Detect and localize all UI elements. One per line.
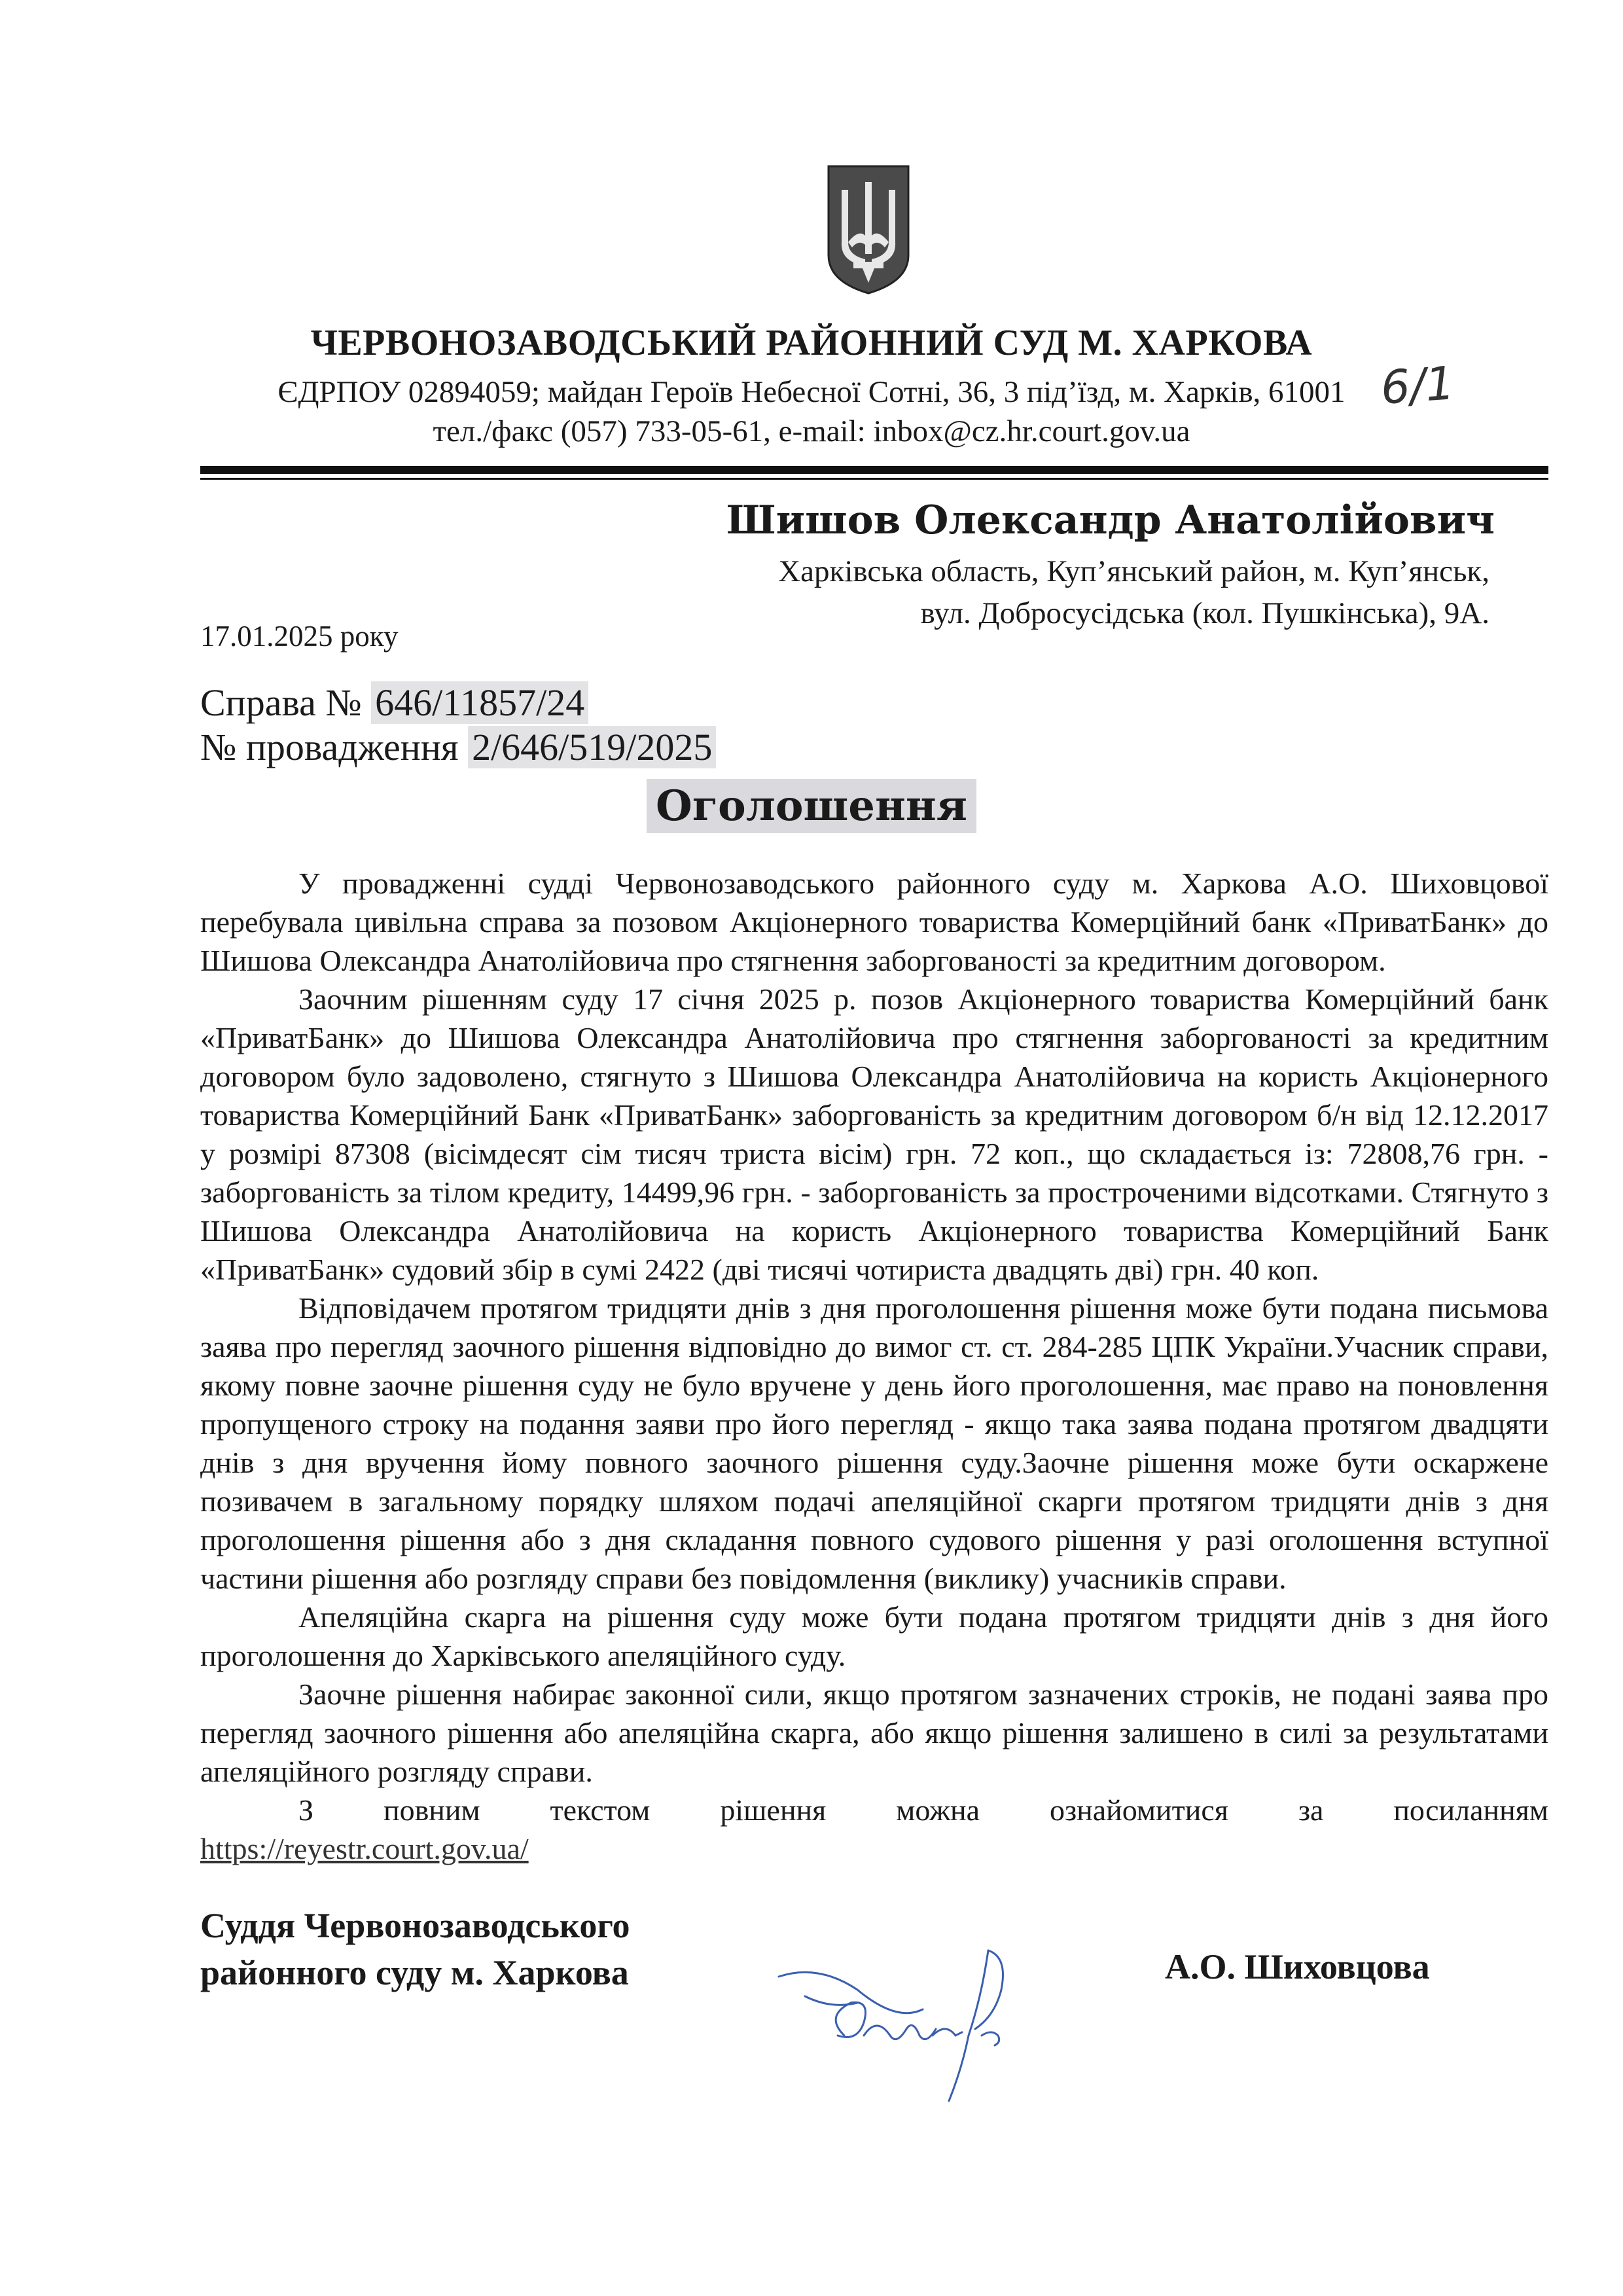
court-address: ЄДРПОУ 02894059; майдан Героїв Небесної Сотні, 36, 3 під’їзд, м. Харків, 61001 xyxy=(277,375,1346,409)
paragraph-link-line xyxy=(200,1829,1548,1868)
header-rule-thick xyxy=(200,466,1548,474)
trident-coat-of-arms-icon xyxy=(826,164,911,295)
judge-name: А.О. Шиховцова xyxy=(1165,1947,1430,1986)
judge-title-line-1: Суддя Червонозаводського xyxy=(200,1906,630,1945)
handwritten-registry-mark: 6/1 xyxy=(1379,356,1457,415)
judge-title-line-2: районного суду м. Харкова xyxy=(200,1953,629,1992)
document-date: 17.01.2025 року xyxy=(200,620,399,653)
paragraph-full-text: З повним текстом рішення можна ознайомитися за посиланням xyxy=(298,1793,1548,1827)
court-name: ЧЕРВОНОЗАВОДСЬКИЙ РАЙОННИЙ СУД М. ХАРКОВА xyxy=(310,323,1313,363)
recipient-name: Шишов Олександр Анатолійович xyxy=(726,497,1495,543)
recipient-address-line-2: вул. Добросусідська (кол. Пушкінська), 9А. xyxy=(920,596,1489,630)
document-title-text: Оголошення xyxy=(647,779,976,833)
court-contacts: тел./факс (057) 733-05-61, e-mail: inbox@cz.hr.court.gov.ua xyxy=(433,414,1190,448)
proceeding-number-value: 2/646/519/2025 xyxy=(468,726,716,768)
announcement-body xyxy=(200,864,1548,1868)
registry-link[interactable]: https://reyestr.court.gov.ua/ xyxy=(200,1832,529,1865)
paragraph-case-info: У провадженні судді Червонозаводського районного суду м. Харкова А.О. Шиховцової перебувала цивільна справа за позовом Акціонерного товариства Комерційний банк «ПриватБанк» до Шишова Олександра Анатолійовича про стягнення заборгованості за кредитним договором. xyxy=(200,867,1548,977)
paragraph-judgment: Заочним рішенням суду 17 січня 2025 р. позов Акціонерного товариства Комерційний банк «ПриватБанк» до Шишова Олександра Анатолійовича про стягнення заборгованості за кредитним договором було задоволено, стягнуто з Шишова Олександра Анатолійовича на користь Акціонерного товариства Комерційний Банк «ПриватБанк» заборгованість за кредитним договором б/н від 12.12.2017 у розмірі 87308 (вісімдесят сім тисяч триста вісім) грн. 72 коп., що складається із: 72808,76 грн. - заборгованість за тілом кредиту, 14499,96 грн. - заборгованість за простроченими відсотками. Стягнуто з Шишова Олександра Анатолійовича на користь Акціонерного товариства Комерційний Банк «ПриватБанк» судовий збір в сумі 2422 (дві тисячі чотириста двадцять дві) грн. 40 коп. xyxy=(200,982,1548,1286)
case-number-value: 646/11857/24 xyxy=(371,681,588,724)
proceeding-number-label: № провадження xyxy=(200,726,459,768)
paragraph-review-rights: Відповідачем протягом тридцяти днів з дня проголошення рішення може бути подана письмова заява про перегляд заочного рішення відповідно до вимог ст. ст. 284-285 ЦПК України.Учасник справи, якому повне заочне рішення суду не було вручене у день його проголошення, має право на поновлення пропущеного строку на подання заяви про його перегляд - якщо така заява подана протягом двадцяти днів з дня вручення йому повного заочного рішення суду.Заочне рішення може бути оскаржене позивачем в загальному порядку шляхом подачі апеляційної скарги протягом тридцяти днів з дня проголошення рішення або з дня складання повного судового рішення у разі оголошення вступної частини рішення або розгляду справи без повідомлення (виклику) учасників справи. xyxy=(200,1291,1548,1595)
case-number-label: Справа № xyxy=(200,681,362,724)
paragraph-legal-force: Заочне рішення набирає законної сили, якщо протягом зазначених строків, не подані заява про перегляд заочного рішення або апеляційна скарга, або якщо рішення залишено в силі за результатами апеляційного розгляду справи. xyxy=(200,1677,1548,1788)
recipient-address-line-1: Харківська область, Куп’янський район, м. Куп’янськ, xyxy=(778,554,1489,588)
document-title xyxy=(0,779,1623,833)
judge-title xyxy=(200,1902,630,1996)
handwritten-signature xyxy=(766,1937,1080,2134)
case-number-line xyxy=(200,681,588,725)
proceeding-number-line xyxy=(200,725,716,769)
paragraph-appeal: Апеляційна скарга на рішення суду може бути подана протягом тридцяти днів з дня його проголошення до Харківського апеляційного суду. xyxy=(200,1600,1548,1672)
header-rule-thin xyxy=(200,478,1548,480)
